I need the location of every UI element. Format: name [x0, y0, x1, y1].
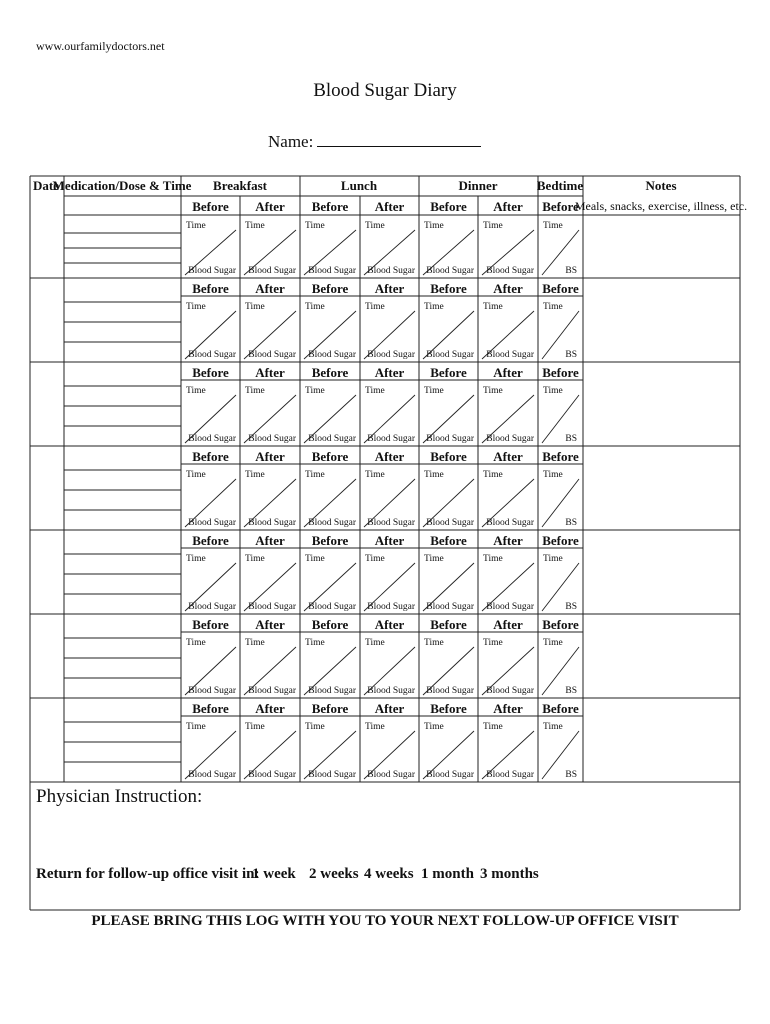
- blood-sugar-label-6-1: Blood Sugar: [248, 770, 296, 780]
- blood-sugar-label-5-4: Blood Sugar: [426, 686, 474, 696]
- row-3-label-before-6: Before: [542, 449, 579, 464]
- time-label-5-5: Time: [483, 638, 503, 648]
- blood-sugar-label-3-5: Blood Sugar: [486, 518, 534, 528]
- time-label-5-2: Time: [305, 638, 325, 648]
- row-3-label-before-2: Before: [311, 449, 349, 464]
- blood-sugar-label-0-3: Blood Sugar: [367, 266, 415, 276]
- time-label-6-6: Time: [543, 722, 563, 732]
- time-label-6-3: Time: [365, 722, 385, 732]
- row-4-label-before-0: Before: [192, 533, 229, 548]
- blood-sugar-label-6-4: Blood Sugar: [426, 770, 474, 780]
- row-5-label-before-6: Before: [542, 617, 579, 632]
- blood-sugar-label-4-2: Blood Sugar: [308, 602, 356, 612]
- blood-sugar-label-3-4: Blood Sugar: [426, 518, 474, 528]
- row-3-label-before-4: Before: [430, 449, 467, 464]
- row-5-label-before-0: Before: [192, 617, 229, 632]
- row-5-label-after-1: After: [255, 617, 285, 632]
- header-medication: Medication/Dose & Time: [52, 178, 192, 193]
- blood-sugar-label-6-5: Blood Sugar: [486, 770, 534, 780]
- time-label-6-0: Time: [186, 722, 206, 732]
- time-label-3-5: Time: [483, 470, 503, 480]
- subheader-after-1: After: [255, 199, 285, 214]
- time-label-0-3: Time: [365, 221, 385, 231]
- row-5-label-before-2: Before: [311, 617, 349, 632]
- time-label-2-0: Time: [186, 386, 206, 396]
- blood-sugar-label-4-4: Blood Sugar: [426, 602, 474, 612]
- blood-sugar-label-6-3: Blood Sugar: [367, 770, 415, 780]
- row-4-label-after-1: After: [255, 533, 285, 548]
- time-label-6-5: Time: [483, 722, 503, 732]
- time-label-4-5: Time: [483, 554, 503, 564]
- blood-sugar-label-2-4: Blood Sugar: [426, 434, 474, 444]
- bs-label-3: BS: [565, 518, 577, 528]
- time-label-2-1: Time: [245, 386, 265, 396]
- footer-notice: PLEASE BRING THIS LOG WITH YOU TO YOUR NEXT FOLLOW-UP OFFICE VISIT: [91, 913, 679, 929]
- blood-sugar-label-6-0: Blood Sugar: [188, 770, 236, 780]
- row-1-label-before-6: Before: [542, 281, 579, 296]
- time-label-4-3: Time: [365, 554, 385, 564]
- subheader-before-4: Before: [430, 199, 467, 214]
- time-label-1-6: Time: [543, 302, 563, 312]
- time-label-1-4: Time: [424, 302, 444, 312]
- option-4-weeks[interactable]: 4 weeks: [364, 866, 414, 882]
- row-3-label-after-5: After: [493, 449, 523, 464]
- time-label-6-2: Time: [305, 722, 325, 732]
- blood-sugar-label-1-2: Blood Sugar: [308, 350, 356, 360]
- bs-label-6: BS: [565, 770, 577, 780]
- row-1-label-after-3: After: [374, 281, 405, 296]
- time-label-3-4: Time: [424, 470, 444, 480]
- row-6-label-before-6: Before: [542, 701, 579, 716]
- row-1-label-before-4: Before: [430, 281, 467, 296]
- time-label-3-2: Time: [305, 470, 325, 480]
- blood-sugar-label-5-5: Blood Sugar: [486, 686, 534, 696]
- blood-sugar-label-0-5: Blood Sugar: [486, 266, 534, 276]
- time-label-0-0: Time: [186, 221, 206, 231]
- row-2-label-before-0: Before: [192, 365, 229, 380]
- bs-label-4: BS: [565, 602, 577, 612]
- blood-sugar-label-2-5: Blood Sugar: [486, 434, 534, 444]
- time-label-1-3: Time: [365, 302, 385, 312]
- row-5-label-after-5: After: [493, 617, 523, 632]
- blood-sugar-label-2-0: Blood Sugar: [188, 434, 236, 444]
- time-label-0-4: Time: [424, 221, 444, 231]
- time-label-5-0: Time: [186, 638, 206, 648]
- time-label-2-2: Time: [305, 386, 325, 396]
- notes-subheader: Meals, snacks, exercise, illness, etc.: [574, 199, 748, 213]
- time-label-2-5: Time: [483, 386, 503, 396]
- row-4-label-after-3: After: [374, 533, 405, 548]
- row-4-label-before-4: Before: [430, 533, 467, 548]
- blood-sugar-label-1-4: Blood Sugar: [426, 350, 474, 360]
- row-2-label-after-5: After: [493, 365, 523, 380]
- blood-sugar-label-3-2: Blood Sugar: [308, 518, 356, 528]
- website-url: www.ourfamilydoctors.net: [36, 39, 165, 53]
- time-label-4-1: Time: [245, 554, 265, 564]
- bs-label-1: BS: [565, 350, 577, 360]
- subheader-before-2: Before: [311, 199, 349, 214]
- row-6-label-before-2: Before: [311, 701, 349, 716]
- time-label-5-3: Time: [365, 638, 385, 648]
- time-label-6-1: Time: [245, 722, 265, 732]
- blood-sugar-label-1-5: Blood Sugar: [486, 350, 534, 360]
- option-1-month[interactable]: 1 month: [421, 866, 474, 882]
- blood-sugar-label-5-3: Blood Sugar: [367, 686, 415, 696]
- blood-sugar-label-5-1: Blood Sugar: [248, 686, 296, 696]
- row-2-label-after-1: After: [255, 365, 285, 380]
- header-dinner: Dinner: [458, 178, 498, 193]
- subheader-before-0: Before: [192, 199, 229, 214]
- row-1-label-after-5: After: [493, 281, 523, 296]
- blood-sugar-label-0-0: Blood Sugar: [188, 266, 236, 276]
- blood-sugar-label-4-3: Blood Sugar: [367, 602, 415, 612]
- bs-label-2: BS: [565, 434, 577, 444]
- name-label: Name:: [268, 132, 314, 151]
- option-2-weeks[interactable]: 2 weeks: [309, 866, 359, 882]
- physician-instruction-label: Physician Instruction:: [36, 786, 203, 807]
- blood-sugar-label-2-3: Blood Sugar: [367, 434, 415, 444]
- time-label-3-1: Time: [245, 470, 265, 480]
- time-label-6-4: Time: [424, 722, 444, 732]
- row-6-label-before-4: Before: [430, 701, 467, 716]
- time-label-2-4: Time: [424, 386, 444, 396]
- time-label-1-2: Time: [305, 302, 325, 312]
- blood-sugar-label-5-0: Blood Sugar: [188, 686, 236, 696]
- blood-sugar-label-4-1: Blood Sugar: [248, 602, 296, 612]
- row-3-label-after-1: After: [255, 449, 285, 464]
- time-label-2-3: Time: [365, 386, 385, 396]
- header-breakfast: Breakfast: [213, 178, 267, 193]
- blood-sugar-label-0-4: Blood Sugar: [426, 266, 474, 276]
- time-label-5-6: Time: [543, 638, 563, 648]
- time-label-2-6: Time: [543, 386, 563, 396]
- row-5-label-after-3: After: [374, 617, 405, 632]
- time-label-0-2: Time: [305, 221, 325, 231]
- time-label-1-0: Time: [186, 302, 206, 312]
- page-title: Blood Sugar Diary: [313, 80, 457, 101]
- subheader-after-5: After: [493, 199, 523, 214]
- blood-sugar-label-3-1: Blood Sugar: [248, 518, 296, 528]
- bs-label-5: BS: [565, 686, 577, 696]
- blood-sugar-label-4-0: Blood Sugar: [188, 602, 236, 612]
- time-label-0-1: Time: [245, 221, 265, 231]
- row-5-label-before-4: Before: [430, 617, 467, 632]
- bs-label-0: BS: [565, 266, 577, 276]
- row-4-label-before-2: Before: [311, 533, 349, 548]
- row-3-label-after-3: After: [374, 449, 405, 464]
- time-label-1-1: Time: [245, 302, 265, 312]
- row-4-label-after-5: After: [493, 533, 523, 548]
- time-label-5-1: Time: [245, 638, 265, 648]
- time-label-4-4: Time: [424, 554, 444, 564]
- blood-sugar-label-1-3: Blood Sugar: [367, 350, 415, 360]
- row-6-label-after-1: After: [255, 701, 285, 716]
- subheader-after-3: After: [374, 199, 405, 214]
- blood-sugar-label-0-2: Blood Sugar: [308, 266, 356, 276]
- header-lunch: Lunch: [340, 178, 378, 193]
- row-4-label-before-6: Before: [542, 533, 579, 548]
- blood-sugar-label-3-3: Blood Sugar: [367, 518, 415, 528]
- row-6-label-after-3: After: [374, 701, 405, 716]
- header-notes: Notes: [645, 178, 677, 193]
- time-label-0-6: Time: [543, 221, 563, 231]
- time-label-4-2: Time: [305, 554, 325, 564]
- blood-sugar-label-2-2: Blood Sugar: [308, 434, 356, 444]
- time-label-5-4: Time: [424, 638, 444, 648]
- subheader-before-6: Before: [542, 199, 579, 214]
- row-1-label-before-2: Before: [311, 281, 349, 296]
- blood-sugar-label-4-5: Blood Sugar: [486, 602, 534, 612]
- row-2-label-before-4: Before: [430, 365, 467, 380]
- row-6-label-after-5: After: [493, 701, 523, 716]
- blood-sugar-label-1-0: Blood Sugar: [188, 350, 236, 360]
- row-2-label-before-6: Before: [542, 365, 579, 380]
- header-bedtime: Bedtime: [536, 178, 584, 193]
- blood-sugar-label-2-1: Blood Sugar: [248, 434, 296, 444]
- option-1-week[interactable]: 1 week: [252, 866, 296, 882]
- time-label-3-0: Time: [186, 470, 206, 480]
- time-label-3-6: Time: [543, 470, 563, 480]
- time-label-4-0: Time: [186, 554, 206, 564]
- option-3-months[interactable]: 3 months: [480, 866, 539, 882]
- time-label-4-6: Time: [543, 554, 563, 564]
- time-label-3-3: Time: [365, 470, 385, 480]
- row-1-label-after-1: After: [255, 281, 285, 296]
- blood-sugar-label-3-0: Blood Sugar: [188, 518, 236, 528]
- return-label: Return for follow-up office visit in:: [36, 866, 260, 882]
- blood-sugar-label-1-1: Blood Sugar: [248, 350, 296, 360]
- blood-sugar-label-6-2: Blood Sugar: [308, 770, 356, 780]
- row-3-label-before-0: Before: [192, 449, 229, 464]
- row-2-label-before-2: Before: [311, 365, 349, 380]
- blood-sugar-label-0-1: Blood Sugar: [248, 266, 296, 276]
- time-label-0-5: Time: [483, 221, 503, 231]
- row-2-label-after-3: After: [374, 365, 405, 380]
- row-1-label-before-0: Before: [192, 281, 229, 296]
- blood-sugar-label-5-2: Blood Sugar: [308, 686, 356, 696]
- time-label-1-5: Time: [483, 302, 503, 312]
- row-6-label-before-0: Before: [192, 701, 229, 716]
- header-date: Date: [33, 178, 59, 193]
